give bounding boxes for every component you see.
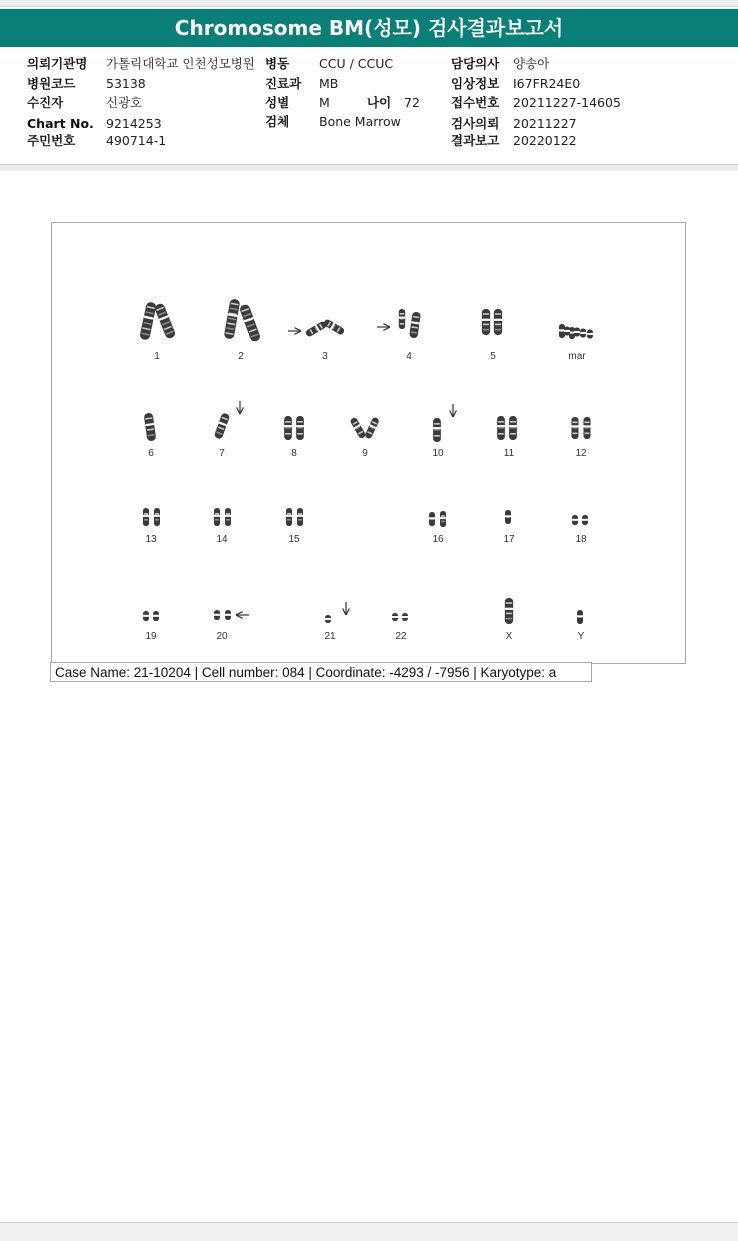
chromosome-shape <box>296 416 304 440</box>
chromosome-shape <box>494 309 502 335</box>
chromosome-shape <box>582 515 588 525</box>
header-divider <box>0 164 738 171</box>
chromosome-shape <box>574 328 580 337</box>
label-11: 11 <box>503 448 515 459</box>
label-9: 9 <box>362 448 368 459</box>
label-4: 4 <box>406 351 412 362</box>
chromosome-shape <box>305 320 328 337</box>
label-1: 1 <box>154 351 160 362</box>
specimen-value: Bone Marrow <box>319 114 401 129</box>
chromosome-shape <box>225 610 231 620</box>
chromosome-shape <box>364 417 380 440</box>
chromosome-shape <box>509 416 517 440</box>
chromosome-shapes <box>139 298 593 624</box>
label-x: X <box>505 631 513 642</box>
patient-info <box>0 0 738 166</box>
label-8: 8 <box>291 448 297 459</box>
result-label: 결과보고 <box>451 133 500 148</box>
patient-value: 신광호 <box>106 95 143 110</box>
sex-value: M <box>319 95 330 110</box>
label-3: 3 <box>322 351 328 362</box>
bottom-border <box>0 1222 738 1241</box>
chromosome-shape <box>239 303 261 342</box>
id-value: 490714-1 <box>106 133 167 148</box>
chromosome-shape <box>587 330 593 339</box>
chromosome-shape <box>572 515 578 525</box>
label-10: 10 <box>432 448 444 459</box>
chromosome-shape <box>564 327 570 336</box>
specimen-label: 검체 <box>265 114 290 129</box>
patient-label: 수진자 <box>27 95 64 110</box>
chromosome-shape <box>154 302 177 339</box>
ward-label: 병동 <box>265 56 290 71</box>
label-mar: mar <box>568 351 586 362</box>
label-15: 15 <box>288 534 300 545</box>
chromosome-shape <box>214 508 220 526</box>
chromosome-shape <box>297 508 303 526</box>
chromosome-labels <box>145 351 587 642</box>
chromosome-shape <box>505 598 513 624</box>
chromosome-shape <box>143 611 149 621</box>
request-value: 20211227 <box>513 116 577 131</box>
request-label: 검사의뢰 <box>451 116 500 131</box>
chromosome-shape <box>583 417 590 439</box>
report-title: Chromosome BM(성모) 검사결과보고서 <box>0 9 738 47</box>
chromosome-shape <box>214 610 220 620</box>
label-13: 13 <box>145 534 157 545</box>
chromosome-shape <box>286 508 292 526</box>
label-22: 22 <box>395 631 407 642</box>
chromosome-shape <box>505 510 511 524</box>
chromosome-shape <box>440 511 446 527</box>
chromosome-shape <box>571 417 578 439</box>
chromosome-shape <box>153 611 159 621</box>
label-19: 19 <box>145 631 157 642</box>
chromosome-shape <box>143 508 149 526</box>
clinical-value: I67FR24E0 <box>513 76 581 91</box>
hospital-code-label: 병원코드 <box>27 76 76 91</box>
abnormality-arrows <box>237 327 453 615</box>
chromosome-shape <box>577 610 583 624</box>
chart-value: 9214253 <box>106 116 162 131</box>
chromosome-shape <box>325 615 331 623</box>
chromosome-shape <box>154 508 160 526</box>
chromosome-shape <box>482 309 490 335</box>
institution-label: 의뢰기관명 <box>27 56 88 71</box>
chromosome-shape <box>399 309 405 329</box>
chromosome-shape <box>433 418 441 442</box>
chromosome-shape <box>402 613 408 621</box>
label-16: 16 <box>432 534 444 545</box>
label-6: 6 <box>148 448 154 459</box>
chromosome-shape <box>214 412 231 439</box>
karyogram-figure <box>52 223 685 663</box>
doctor-label: 담당의사 <box>451 56 500 71</box>
label-20: 20 <box>216 631 228 642</box>
chromosome-shape <box>429 512 435 526</box>
doctor-value: 양송아 <box>513 56 550 71</box>
label-12: 12 <box>575 448 587 459</box>
clinical-label: 임상정보 <box>451 76 500 91</box>
chromosome-shape <box>497 416 505 440</box>
chromosome-shape <box>349 417 366 440</box>
hospital-code-value: 53138 <box>106 76 146 91</box>
label-7: 7 <box>219 448 225 459</box>
chromosome-shape <box>323 318 346 335</box>
age-value: 72 <box>404 95 420 110</box>
chromosome-shape <box>392 613 398 621</box>
result-value: 20220122 <box>513 133 577 148</box>
chromosome-shape <box>224 298 241 339</box>
label-y: Y <box>577 631 585 642</box>
chromosome-shape <box>409 312 421 339</box>
dept-value: MB <box>319 76 339 91</box>
karyogram-caption: Case Name: 21-10204 | Cell number: 084 | Coordinate: -4293 / -7956 | Karyotype: a <box>50 662 592 682</box>
chromosome-shape <box>580 329 586 338</box>
ward-value: CCU / CCUC <box>319 56 394 71</box>
sex-label: 성별 <box>265 95 290 110</box>
karyogram-image <box>51 222 686 664</box>
label-2: 2 <box>238 351 244 362</box>
chromosome-shape <box>139 301 157 340</box>
chromosome-shape <box>144 413 157 442</box>
receipt-label: 접수번호 <box>451 95 500 110</box>
chart-label: Chart No. <box>27 116 94 131</box>
dept-label: 진료과 <box>265 76 302 91</box>
label-18: 18 <box>575 534 587 545</box>
label-21: 21 <box>324 631 336 642</box>
age-label: 나이 <box>367 95 392 110</box>
label-17: 17 <box>503 534 515 545</box>
label-14: 14 <box>216 534 228 545</box>
institution-value: 가톨릭대학교 인천성모병원 <box>106 56 255 71</box>
chromosome-shape <box>225 508 231 526</box>
receipt-value: 20211227-14605 <box>513 95 621 110</box>
id-label: 주민번호 <box>27 133 76 148</box>
chromosome-shape <box>284 416 292 440</box>
label-5: 5 <box>490 351 496 362</box>
